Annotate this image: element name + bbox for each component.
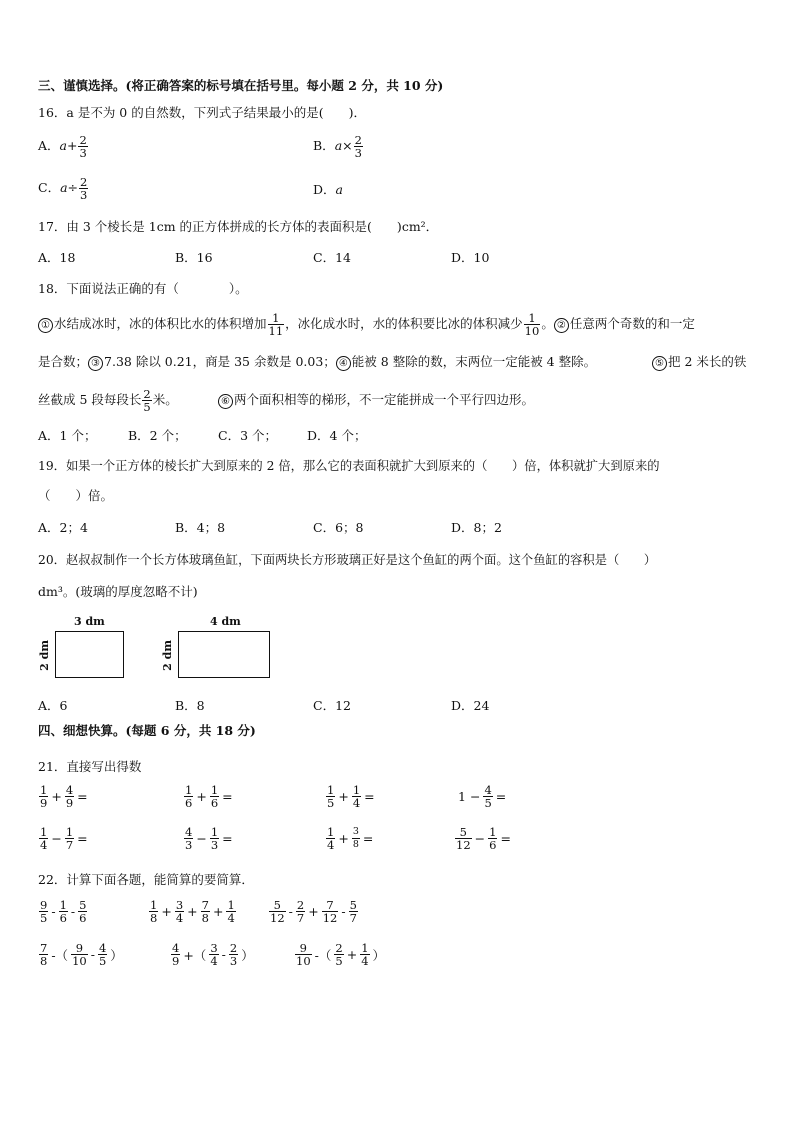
fraction: $\frac{2}{5}$: [143, 387, 151, 414]
q21-expression-4: 1 − $\frac{4}{5}$ =: [458, 783, 507, 810]
q21-expression-8: $\frac{5}{12}$ − $\frac{1}{6}$ =: [456, 825, 511, 852]
fraction: $\frac{1}{10}$: [524, 311, 540, 338]
variable: a: [60, 180, 68, 195]
circled-number: ⑤: [652, 356, 667, 371]
q21-expression-2: $\frac{1}{6}$ + $\frac{1}{6}$ =: [185, 783, 233, 810]
q19-option-c: C．6；8: [313, 520, 364, 535]
circled-number: ⑥: [218, 394, 233, 409]
q16-stem: 16．a 是不为 0 的自然数，下列式子结果最小的是( )．: [38, 105, 366, 120]
q22-expression-1: $\frac{9}{5}$ - $\frac{1}{6}$ - $\frac{5}{6}$: [40, 898, 87, 925]
operator: ×: [342, 138, 353, 153]
q17-option-a: A．18: [38, 250, 76, 265]
denominator: 3: [354, 146, 362, 160]
operator: +: [66, 138, 78, 153]
q17-option-b: B．16: [175, 250, 213, 265]
fraction: [78, 134, 87, 159]
variable: a: [335, 182, 343, 197]
q22-expression-5: $\frac{4}{9}$ +（ $\frac{3}{4}$ - $\frac{2}{3}$ ）: [172, 941, 254, 968]
fraction: [79, 176, 88, 201]
q16-option-a: [38, 134, 89, 159]
q21-expression-7: $\frac{1}{4}$ + $\frac{3}{8}$ =: [327, 825, 374, 852]
q16-option-d: [313, 182, 343, 198]
variable: a: [334, 138, 343, 153]
q16-option-c: [38, 176, 89, 201]
q21-expression-3: $\frac{1}{5}$ + $\frac{1}{4}$ =: [327, 783, 375, 810]
q18-line3: 丝截成 5 段每段长 $\frac{2}{5}$ 米。: [38, 387, 178, 414]
q22-expression-3: $\frac{5}{12}$ - $\frac{2}{7}$ + $\frac{7}{12}$ - $\frac{5}{7}$: [270, 898, 357, 925]
q20-option-d: D．24: [451, 698, 490, 713]
q21-stem: 21．直接写出得数: [38, 759, 142, 774]
q19-option-b: B．4；8: [175, 520, 226, 535]
q18-line1: ① 水结成冰时，冰的体积比水的体积增加 $\frac{1}{11}$ ，冰化成水时，水的体积要比冰的体积减少 $\frac{1}{10}$ 。 ② 任意两个奇数的和一定: [38, 312, 695, 337]
q18-stem: 18．下面说法正确的有（ ）。: [38, 281, 248, 296]
circled-number: ③: [88, 356, 103, 371]
q18-line2-end: ⑤ 把 2 米长的铁: [652, 354, 746, 371]
option-label: A．: [38, 138, 60, 153]
section3-title: 三、谨慎选择。(将正确答案的标号填在括号里。每小题 2 分，共 10 分): [38, 78, 444, 93]
operator: ÷: [67, 180, 79, 195]
q18-option-b: B．2 个；: [128, 428, 187, 443]
q18-option-a: A．1 个；: [38, 428, 97, 443]
q21-expression-6: $\frac{4}{3}$ − $\frac{1}{3}$ =: [185, 825, 233, 852]
circled-number: ①: [38, 318, 53, 333]
q21-expression-1: $\frac{1}{9}$ + $\frac{4}{9}$ =: [40, 783, 88, 810]
q19-line1: 19．如果一个正方体的棱长扩大到原来的 2 倍，那么它的表面积就扩大到原来的（ ）倍，体积就扩大到原来的: [38, 459, 660, 473]
statement-text: 水结成冰时，冰的体积比水的体积增加: [54, 316, 267, 331]
option-label: D．: [313, 182, 336, 197]
q18-line3-end: ⑥ 两个面积相等的梯形，不一定能拼成一个平行四边形。: [218, 392, 534, 409]
q20-option-b: B．8: [175, 698, 205, 713]
q17-option-c: C．14: [313, 250, 351, 265]
q22-expression-6: $\frac{9}{10}$ -（ $\frac{2}{5}$ + $\frac{1}{4}$ ）: [296, 941, 386, 968]
q21-expression-5: $\frac{1}{4}$ − $\frac{1}{7}$ =: [40, 825, 88, 852]
q20-option-a: A．6: [38, 698, 68, 713]
q20-line1: 20．赵叔叔制作一个长方体玻璃鱼缸，下面两块长方形玻璃正好是这个鱼缸的两个面。这个鱼缸的容积是（ ）: [38, 553, 657, 567]
q22-expression-4: $\frac{7}{8}$ -（ $\frac{9}{10}$ - $\frac{4}{5}$ ）: [40, 941, 123, 968]
variable: a: [59, 138, 67, 153]
denominator: 3: [79, 146, 87, 160]
fraction: [354, 134, 363, 159]
q18-line2: 是合数； ③ 7.38 除以 0.21，商是 35 余数是 0.03； ④ 能被 8 整除的数，末两位一定能被 4 整除。: [38, 354, 597, 369]
numerator: 2: [80, 175, 88, 189]
rect1-shape: [55, 631, 124, 678]
q20-option-c: C．12: [313, 698, 351, 713]
rect1-height-label: 2 dm: [38, 640, 51, 671]
circled-number: ④: [336, 356, 351, 371]
denominator: 3: [80, 188, 88, 202]
q20-line2: dm³。(玻璃的厚度忽略不计): [38, 584, 198, 599]
q19-line2: （ ）倍。: [38, 488, 114, 503]
statement-text: ，冰化成水时，水的体积要比冰的体积减少: [285, 316, 523, 331]
rect2-shape: [178, 631, 270, 678]
section4-title: 四、细想快算。(每题 6 分，共 18 分): [38, 723, 256, 738]
option-label: C．: [38, 180, 61, 195]
rect1-width-label: 3 dm: [74, 615, 105, 628]
option-label: B．: [313, 138, 335, 153]
numerator: 2: [79, 133, 87, 147]
q18-option-d: D．4 个；: [307, 428, 367, 443]
q18-option-c: C．3 个；: [218, 428, 277, 443]
q17-option-d: D．10: [451, 250, 490, 265]
circled-number: ②: [554, 318, 569, 333]
q16-option-b: [313, 134, 364, 159]
q19-option-d: D．8；2: [451, 520, 502, 535]
rect2-width-label: 4 dm: [210, 615, 241, 628]
q22-expression-2: $\frac{1}{8}$ + $\frac{3}{4}$ + $\frac{7}{8}$ + $\frac{1}{4}$: [150, 898, 235, 925]
q17-stem: 17．由 3 个棱长是 1cm 的正方体拼成的长方体的表面积是( )cm²．: [38, 219, 439, 234]
rect2-height-label: 2 dm: [161, 640, 174, 671]
statement-text: 任意两个奇数的和一定: [569, 316, 695, 331]
q19-option-a: A．2；4: [38, 520, 88, 535]
fraction: $\frac{1}{11}$: [268, 311, 284, 338]
q22-stem: 22．计算下面各题，能简算的要简算．: [38, 872, 254, 887]
numerator: 2: [354, 133, 362, 147]
